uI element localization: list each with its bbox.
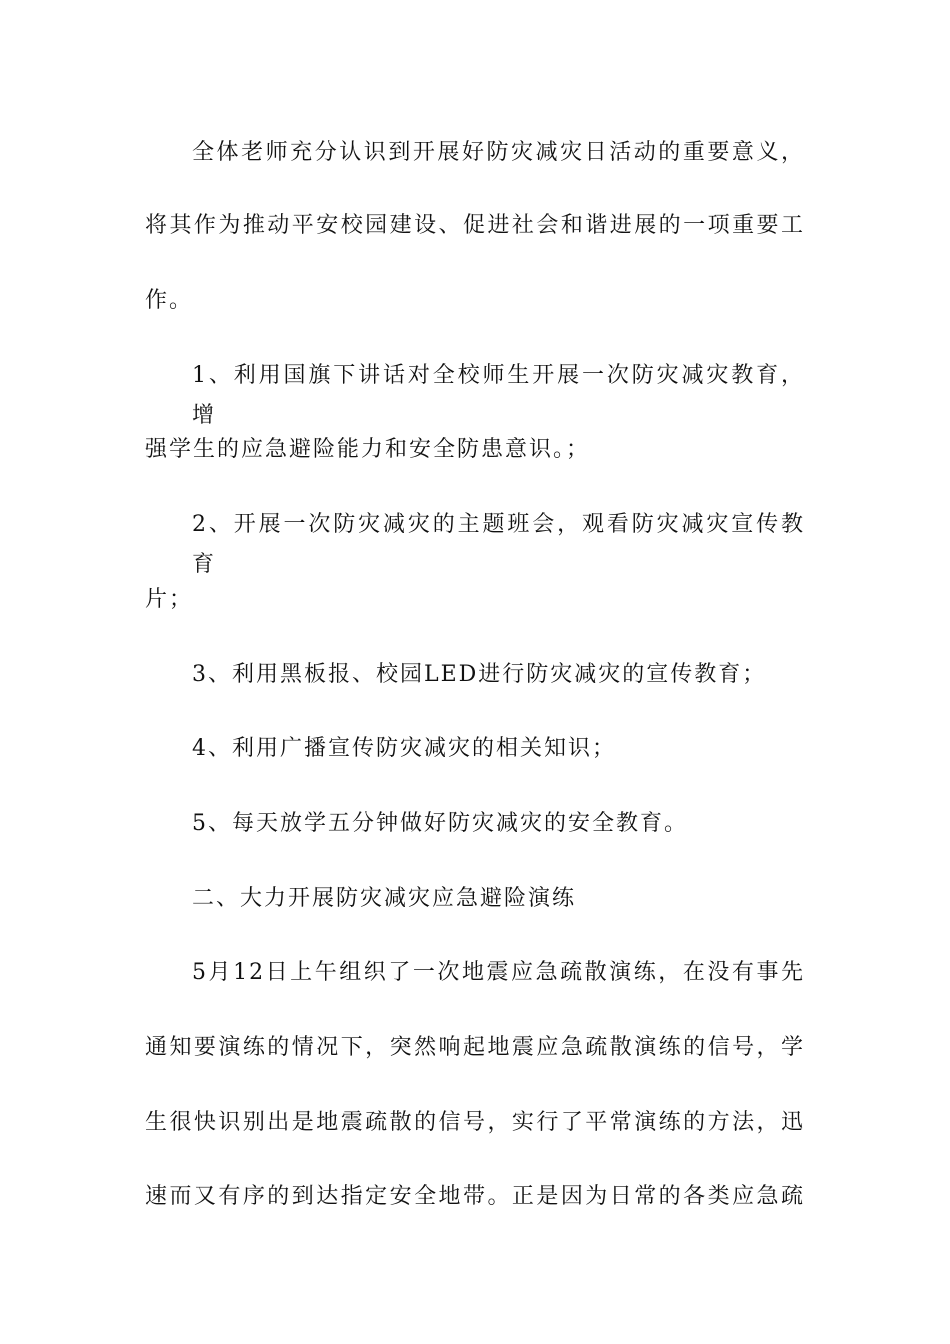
text-line-3: 作。 [145, 288, 194, 313]
text-line-6: 2、开展一次防灾减灾的主题班会，观看防灾减灾宣传教育 [192, 512, 805, 577]
text-line-14: 生很快识别出是地震疏散的信号，实行了平常演练的方法，迅 [145, 1110, 805, 1135]
text-line-5: 强学生的应急避险能力和安全防患意识。； [145, 437, 591, 462]
text-line-4: 1、利用国旗下讲话对全校师生开展一次防灾减灾教育，增 [192, 363, 805, 428]
text-line-13: 通知要演练的情况下，突然响起地震应急疏散演练的信号，学 [145, 1035, 805, 1060]
text-line-2: 将其作为推动平安校园建设、促进社会和谐进展的一项重要工 [145, 213, 805, 238]
text-line-15: 速而又有序的到达指定安全地带。正是因为日常的各类应急疏 [145, 1184, 805, 1209]
text-line-8: 3、利用黑板报、校园LED进行防灾减灾的宣传教育； [192, 662, 767, 687]
text-line-10: 5、每天放学五分钟做好防灾减灾的安全教育。 [192, 811, 688, 836]
text-line-9: 4、利用广播宣传防灾减灾的相关知识； [192, 736, 616, 761]
text-line-7: 片； [145, 587, 194, 612]
text-line-12: 5月12日上午组织了一次地震应急疏散演练，在没有事先 [192, 960, 805, 985]
section-heading: 二、大力开展防灾减灾应急避险演练 [192, 886, 577, 911]
text-line-1: 全体老师充分认识到开展好防灾减灾日活动的重要意义， [192, 140, 805, 165]
